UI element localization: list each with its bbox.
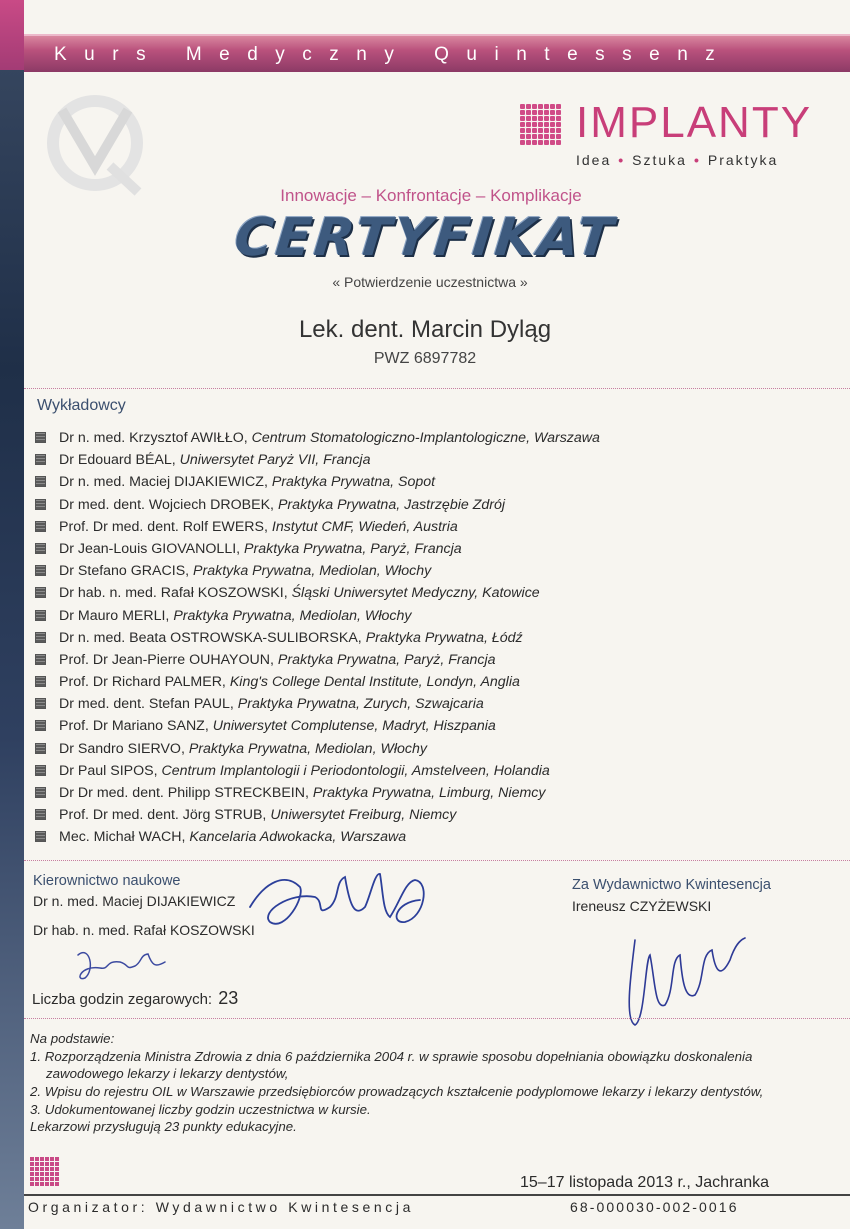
dot (520, 134, 525, 139)
dot (35, 1157, 39, 1161)
lecturer-item (35, 805, 835, 827)
dot (30, 1167, 34, 1171)
certificate-title: CERTYFIKAT (231, 208, 619, 268)
lecturer-item (35, 716, 835, 738)
dot (40, 1177, 44, 1181)
publisher-heading: Za Wydawnictwo Kwintesencja (572, 877, 771, 893)
lecturer-affiliation: Centrum Implantologii i Periodontologii, Amstelveen, Holandia (161, 762, 550, 779)
dot (55, 1177, 59, 1181)
square-bullet-icon (35, 809, 46, 820)
dot (556, 104, 561, 109)
dot (30, 1172, 34, 1176)
dot (45, 1182, 49, 1186)
lecturer-name: Dr Stefano GRACIS, (59, 563, 194, 580)
square-bullet-icon (35, 765, 46, 776)
square-bullet-icon (35, 432, 46, 443)
dot (532, 134, 537, 139)
dot (55, 1157, 59, 1161)
dot (55, 1172, 59, 1176)
footer-divider (24, 1194, 850, 1196)
dot (532, 140, 537, 145)
lecturer-affiliation: Praktyka Prywatna, Jastrzębie Zdrój (277, 496, 506, 513)
dot (538, 128, 543, 133)
basis-heading: Na podstawie: (30, 1031, 115, 1046)
dot (550, 116, 555, 121)
dot (544, 104, 549, 109)
dot (40, 1182, 44, 1186)
hours-value: 23 (218, 988, 239, 1008)
dot (50, 1162, 54, 1166)
lecturer-affiliation: Praktyka Prywatna, Paryż, Francja (244, 540, 462, 557)
dot (520, 110, 525, 115)
divider (24, 1018, 850, 1019)
dot (50, 1167, 54, 1171)
dot (520, 116, 525, 121)
lecturers-list (35, 428, 835, 850)
dot (30, 1182, 34, 1186)
dot (40, 1172, 44, 1176)
dot (538, 122, 543, 127)
divider (24, 860, 850, 861)
dot (35, 1182, 39, 1186)
lecturer-affiliation: Instytut CMF, Wiedeń, Austria (271, 518, 458, 535)
dot (520, 128, 525, 133)
basis-item: 3. Udokumentowanej liczby godzin uczestnictwa w kursie. (30, 1102, 371, 1117)
dot (550, 128, 555, 133)
lecturer-item (35, 472, 835, 494)
lecturer-name: Prof. Dr Mariano SANZ, (59, 718, 213, 735)
course-motto: Innowacje – Konfrontacje – Komplikacje (280, 186, 582, 205)
signature-dijakiewicz (245, 862, 445, 942)
dot (556, 140, 561, 145)
lecturer-item (35, 583, 835, 605)
corner-dot-grid (30, 1157, 58, 1185)
lecturer-affiliation: Praktyka Prywatna, Mediolan, Włochy (193, 563, 432, 580)
dot (520, 122, 525, 127)
lecturer-name: Mec. Michał WACH, (59, 829, 190, 846)
header-banner (24, 34, 850, 72)
recipient-name: Lek. dent. Marcin Dyląg (298, 316, 552, 343)
dot (35, 1167, 39, 1171)
tagline-idea: Idea (576, 152, 612, 168)
legal-basis (30, 1030, 820, 1135)
hours-line (32, 988, 238, 1009)
dot (520, 140, 525, 145)
square-bullet-icon (35, 543, 46, 554)
dot (532, 104, 537, 109)
lecturer-name: Dr n. med. Krzysztof AWIŁŁO, (59, 430, 252, 446)
banner-title: Kurs Medyczny Quintessenz (54, 44, 733, 65)
lecturer-item (35, 761, 835, 783)
dot (556, 128, 561, 133)
lecturer-affiliation: Uniwersytet Complutense, Madryt, Hiszpania (212, 718, 496, 735)
basis-item: 2. Wpisu do rejestru OIL w Warszawie przedsiębiorców prowadzących kształcenie podyplomowe lekarzy i lekarzy dentystów, (30, 1084, 764, 1099)
lecturer-item (35, 561, 835, 583)
lecturer-affiliation: Uniwersytet Paryż VII, Francja (179, 452, 371, 469)
dot (45, 1157, 49, 1161)
scientific-direction-heading: Kierownictwo naukowe (33, 873, 181, 889)
lecturer-name: Dr med. dent. Wojciech DROBEK, (59, 496, 278, 513)
signature-koszowski (70, 940, 180, 985)
lecturer-affiliation: Praktyka Prywatna, Mediolan, Włochy (188, 740, 427, 757)
lecturer-name: Dr n. med. Beata OSTROWSKA-SULIBORSKA, (59, 629, 366, 646)
square-bullet-icon (35, 565, 46, 576)
dot (544, 140, 549, 145)
lecturer-name: Dr Jean-Louis GIOVANOLLI, (59, 540, 245, 557)
dot (40, 1157, 44, 1161)
event-date-place: 15–17 listopada 2013 r., Jachranka (520, 1174, 770, 1191)
square-bullet-icon (35, 610, 46, 621)
lecturer-affiliation: King's College Dental Institute, Londyn, Anglia (229, 674, 520, 691)
dot (526, 104, 531, 109)
lecturer-affiliation: Śląski Uniwersytet Medyczny, Katowice (291, 585, 540, 602)
dot (544, 134, 549, 139)
lecturer-name: Dr Paul SIPOS, (59, 762, 162, 779)
dot (556, 116, 561, 121)
lecturer-item (35, 650, 835, 672)
basis-item: 1. Rozporządzenia Ministra Zdrowia z dnia 6 października 2004 r. w sprawie sposobu dopełniania obowiązku doskonalenia zawodowego lekarzy i lekarzy dentystów, (30, 1049, 753, 1081)
lecturer-item (35, 539, 835, 561)
dot (538, 110, 543, 115)
lecturer-name: Dr med. dent. Stefan PAUL, (59, 696, 238, 713)
dot (544, 122, 549, 127)
lecturer-name: Prof. Dr Jean-Pierre OUHAYOUN, (59, 651, 278, 668)
lecturer-name: Prof. Dr Richard PALMER, (59, 674, 230, 691)
dot (526, 110, 531, 115)
lecturer-name: Dr Edouard BÉAL, (59, 452, 180, 469)
dot (538, 104, 543, 109)
dot (30, 1162, 34, 1166)
dot (532, 122, 537, 127)
certificate-subtitle: « Potwierdzenie uczestnictwa » (332, 274, 528, 290)
dot (40, 1162, 44, 1166)
director-name: Dr hab. n. med. Rafał KOSZOWSKI (33, 922, 255, 938)
dot (45, 1172, 49, 1176)
dot (55, 1162, 59, 1166)
square-bullet-icon (35, 720, 46, 731)
dot (556, 134, 561, 139)
tagline-praktyka: Praktyka (707, 152, 779, 168)
dot (50, 1177, 54, 1181)
implanty-logo (520, 100, 820, 180)
dot (532, 116, 537, 121)
lecturer-name: Dr hab. n. med. Rafał KOSZOWSKI, (59, 585, 292, 602)
lecturer-affiliation: Praktyka Prywatna, Sopot (271, 474, 436, 491)
lecturer-item (35, 517, 835, 539)
dot (532, 110, 537, 115)
square-bullet-icon (35, 676, 46, 687)
lecturer-name: Prof. Dr med. dent. Jörg STRUB, (59, 807, 271, 824)
dot (35, 1172, 39, 1176)
lecturer-affiliation: Praktyka Prywatna, Limburg, Niemcy (312, 785, 546, 801)
square-bullet-icon (35, 476, 46, 487)
dot (520, 104, 525, 109)
lecturer-name: Prof. Dr med. dent. Rolf EWERS, (59, 518, 272, 535)
square-bullet-icon (35, 587, 46, 598)
dot (35, 1162, 39, 1166)
left-band-accent (0, 0, 24, 70)
lecturer-affiliation: Praktyka Prywatna, Łódź (365, 629, 523, 646)
dot (556, 110, 561, 115)
lecturer-item (35, 450, 835, 472)
left-decorative-band (0, 0, 24, 1229)
publisher-person: Ireneusz CZYŻEWSKI (572, 898, 712, 914)
dot (526, 128, 531, 133)
dot (30, 1177, 34, 1181)
square-bullet-icon (35, 499, 46, 510)
footer-code: 68-000030-002-0016 (570, 1199, 739, 1215)
dot (550, 140, 555, 145)
dot (544, 116, 549, 121)
dot (538, 134, 543, 139)
tagline-sztuka: Sztuka (632, 152, 687, 168)
recipient-license: PWZ 6897782 (373, 350, 477, 367)
education-points: Lekarzowi przysługują 23 punkty edukacyjne. (30, 1119, 297, 1134)
lecturer-affiliation: Praktyka Prywatna, Paryż, Francja (277, 651, 496, 668)
dot (45, 1177, 49, 1181)
dot (544, 128, 549, 133)
lecturer-item (35, 694, 835, 716)
square-bullet-icon (35, 831, 46, 842)
dot (50, 1182, 54, 1186)
divider (24, 388, 850, 389)
lecturer-item (35, 783, 835, 805)
lecturer-affiliation: Praktyka Prywatna, Zurych, Szwajcaria (237, 696, 484, 713)
lecturer-affiliation: Praktyka Prywatna, Mediolan, Włochy (173, 607, 412, 624)
lecturer-affiliation: Centrum Stomatologiczno-Implantologiczne, Warszawa (251, 430, 600, 446)
dot (550, 110, 555, 115)
dot (550, 104, 555, 109)
dot (50, 1172, 54, 1176)
square-bullet-icon (35, 521, 46, 532)
dot (45, 1162, 49, 1166)
logo-word: IMPLANTY (576, 98, 813, 147)
hours-label: Liczba godzin zegarowych: (32, 991, 217, 1008)
dot (55, 1182, 59, 1186)
lecturer-name: Dr n. med. Maciej DIJAKIEWICZ, (59, 474, 272, 491)
lecturer-item (35, 428, 835, 450)
dot (550, 134, 555, 139)
square-bullet-icon (35, 743, 46, 754)
dot (550, 122, 555, 127)
dot (55, 1167, 59, 1171)
square-bullet-icon (35, 632, 46, 643)
dot (50, 1157, 54, 1161)
dot (526, 122, 531, 127)
dot (538, 140, 543, 145)
lecturer-item (35, 606, 835, 628)
lecturer-item (35, 628, 835, 650)
dot (526, 134, 531, 139)
lecturer-item (35, 495, 835, 517)
dot (556, 122, 561, 127)
square-bullet-icon (35, 654, 46, 665)
dot (526, 116, 531, 121)
footer-organizer: Organizator: Wydawnictwo Kwintesencja (28, 1199, 414, 1215)
director-name: Dr n. med. Maciej DIJAKIEWICZ (33, 893, 236, 909)
tagline-dot: • (618, 152, 626, 168)
lecturer-item (35, 739, 835, 761)
square-bullet-icon (35, 787, 46, 798)
dot (544, 110, 549, 115)
tagline-dot: • (693, 152, 701, 168)
logo-tagline (576, 152, 778, 168)
dot (40, 1167, 44, 1171)
lecturer-name: Dr Dr med. dent. Philipp STRECKBEIN, (59, 785, 313, 801)
square-bullet-icon (35, 454, 46, 465)
dot (30, 1157, 34, 1161)
lecturer-item (35, 672, 835, 694)
lecturer-affiliation: Uniwersytet Freiburg, Niemcy (270, 807, 457, 824)
quintessenz-watermark-logo (40, 88, 150, 198)
lecturer-name: Dr Mauro MERLI, (59, 607, 174, 624)
dot (532, 128, 537, 133)
lecturer-name: Dr Sandro SIERVO, (59, 740, 189, 757)
dot (35, 1177, 39, 1181)
lecturers-heading: Wykładowcy (37, 397, 126, 414)
dot (45, 1167, 49, 1171)
dot (538, 116, 543, 121)
logo-dot-grid (520, 104, 566, 146)
lecturer-item (35, 827, 835, 849)
dot (526, 140, 531, 145)
square-bullet-icon (35, 698, 46, 709)
lecturer-affiliation: Kancelaria Adwokacka, Warszawa (189, 829, 407, 846)
